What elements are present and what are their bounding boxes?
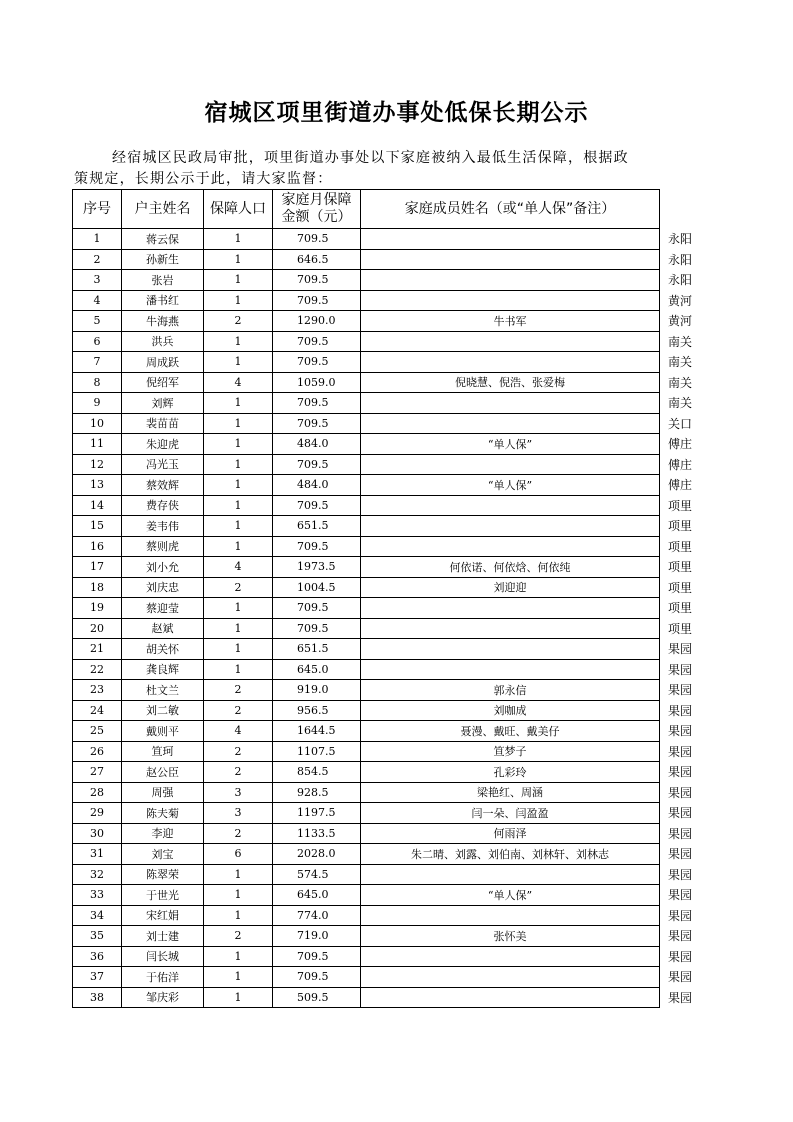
row-name-cell: 李迎	[122, 823, 204, 844]
row-amount-cell: 709.5	[273, 967, 361, 988]
row-count-cell: 1	[204, 516, 273, 537]
row-members-cell: 倪晓慧、倪浩、张爱梅	[361, 372, 660, 393]
row-members-cell: “单人保”	[361, 475, 660, 496]
row-count-cell: 3	[204, 803, 273, 824]
row-name-cell: 刘士建	[122, 926, 204, 947]
row-no-cell: 25	[73, 721, 122, 742]
table-row	[73, 229, 700, 250]
row-village-cell: 果园	[668, 990, 693, 1005]
row-village-cell: 果园	[668, 724, 693, 739]
row-name-cell: 笪珂	[122, 741, 204, 762]
row-amount-cell: 484.0	[273, 475, 361, 496]
row-village-cell: 果园	[668, 888, 693, 903]
row-amount-cell: 709.5	[273, 229, 361, 250]
row-members-cell	[361, 905, 660, 926]
row-amount-cell: 709.5	[273, 290, 361, 311]
table-row	[73, 536, 700, 557]
row-no-cell: 8	[73, 372, 122, 393]
table-row	[73, 967, 700, 988]
row-amount-cell: 709.5	[273, 536, 361, 557]
row-amount-cell: 774.0	[273, 905, 361, 926]
row-count-cell: 2	[204, 577, 273, 598]
row-no-cell: 26	[73, 741, 122, 762]
row-amount-cell: 709.5	[273, 598, 361, 619]
row-members-cell: 梁艳红、周涵	[361, 782, 660, 803]
table-row	[73, 454, 700, 475]
row-count-cell: 1	[204, 270, 273, 291]
row-members-cell	[361, 659, 660, 680]
row-no-cell: 23	[73, 680, 122, 701]
row-no-cell: 28	[73, 782, 122, 803]
row-name-cell: 裴苗苗	[122, 413, 204, 434]
row-village-cell: 果园	[668, 806, 693, 821]
row-count-cell: 2	[204, 311, 273, 332]
row-village-cell: 果园	[668, 642, 693, 657]
table-row	[73, 823, 700, 844]
row-count-cell: 1	[204, 393, 273, 414]
table-row	[73, 352, 700, 373]
row-amount-cell: 709.5	[273, 270, 361, 291]
row-count-cell: 1	[204, 454, 273, 475]
row-village-cell: 南关	[668, 396, 693, 411]
table-header-row	[73, 190, 700, 229]
row-village-cell: 南关	[668, 375, 693, 390]
row-count-cell: 1	[204, 967, 273, 988]
row-no-cell: 11	[73, 434, 122, 455]
row-no-cell: 21	[73, 639, 122, 660]
row-amount-cell: 919.0	[273, 680, 361, 701]
table-row	[73, 639, 700, 660]
row-count-cell: 4	[204, 557, 273, 578]
table-row	[73, 598, 700, 619]
row-count-cell: 2	[204, 741, 273, 762]
row-amount-cell: 1197.5	[273, 803, 361, 824]
row-village-cell: 果园	[668, 867, 693, 882]
row-village-cell: 永阳	[668, 273, 693, 288]
row-village-cell: 南关	[668, 355, 693, 370]
row-village-cell: 关口	[668, 416, 693, 431]
row-count-cell: 1	[204, 495, 273, 516]
row-amount-cell: 1973.5	[273, 557, 361, 578]
row-members-cell: 聂漫、戴旺、戴美仔	[361, 721, 660, 742]
row-no-cell: 37	[73, 967, 122, 988]
row-village-cell: 果园	[668, 847, 693, 862]
table-row	[73, 987, 700, 1008]
header-name: 户主姓名	[122, 190, 204, 229]
table-row	[73, 577, 700, 598]
row-no-cell: 13	[73, 475, 122, 496]
table-row	[73, 290, 700, 311]
row-members-cell	[361, 393, 660, 414]
row-no-cell: 9	[73, 393, 122, 414]
table-row	[73, 659, 700, 680]
table-row	[73, 762, 700, 783]
row-count-cell: 1	[204, 659, 273, 680]
row-village-cell: 项里	[668, 580, 693, 595]
table-row	[73, 475, 700, 496]
row-name-cell: 刘小允	[122, 557, 204, 578]
row-name-cell: 姜韦伟	[122, 516, 204, 537]
row-no-cell: 35	[73, 926, 122, 947]
row-no-cell: 16	[73, 536, 122, 557]
row-name-cell: 刘庆忠	[122, 577, 204, 598]
row-count-cell: 1	[204, 885, 273, 906]
table-body	[73, 229, 700, 1008]
row-name-cell: 赵公臣	[122, 762, 204, 783]
row-name-cell: 于世光	[122, 885, 204, 906]
row-amount-cell: 1644.5	[273, 721, 361, 742]
row-count-cell: 1	[204, 618, 273, 639]
row-name-cell: 杜文兰	[122, 680, 204, 701]
row-village-cell: 项里	[668, 519, 693, 534]
row-count-cell: 1	[204, 946, 273, 967]
row-name-cell: 周成跃	[122, 352, 204, 373]
row-count-cell: 4	[204, 372, 273, 393]
row-village-cell: 果园	[668, 662, 693, 677]
row-members-cell	[361, 864, 660, 885]
row-members-cell: 何雨泽	[361, 823, 660, 844]
row-amount-cell: 1290.0	[273, 311, 361, 332]
header-members: 家庭成员姓名（或“单人保”备注）	[361, 190, 660, 229]
row-count-cell: 1	[204, 536, 273, 557]
row-amount-cell: 651.5	[273, 516, 361, 537]
row-members-cell: “单人保”	[361, 434, 660, 455]
row-amount-cell: 709.5	[273, 393, 361, 414]
row-name-cell: 闫长城	[122, 946, 204, 967]
row-members-cell: 刘咖成	[361, 700, 660, 721]
row-no-cell: 5	[73, 311, 122, 332]
row-members-cell	[361, 270, 660, 291]
row-no-cell: 27	[73, 762, 122, 783]
row-name-cell: 潘书红	[122, 290, 204, 311]
row-name-cell: 冯光玉	[122, 454, 204, 475]
row-village-cell: 黄河	[668, 314, 693, 329]
row-no-cell: 31	[73, 844, 122, 865]
table-row	[73, 270, 700, 291]
row-village-cell: 傅庄	[668, 437, 693, 452]
row-no-cell: 3	[73, 270, 122, 291]
row-village-cell: 黄河	[668, 293, 693, 308]
row-members-cell: 牛书军	[361, 311, 660, 332]
table-row	[73, 372, 700, 393]
row-village-cell: 果园	[668, 970, 693, 985]
row-members-cell	[361, 598, 660, 619]
row-no-cell: 20	[73, 618, 122, 639]
row-members-cell: 闫一朵、闫盈盈	[361, 803, 660, 824]
row-members-cell	[361, 618, 660, 639]
row-count-cell: 4	[204, 721, 273, 742]
row-name-cell: 蒋云保	[122, 229, 204, 250]
row-no-cell: 38	[73, 987, 122, 1008]
table-row	[73, 926, 700, 947]
row-no-cell: 12	[73, 454, 122, 475]
row-village-cell: 果园	[668, 785, 693, 800]
row-no-cell: 6	[73, 331, 122, 352]
row-name-cell: 龚良辉	[122, 659, 204, 680]
row-no-cell: 10	[73, 413, 122, 434]
table-row	[73, 413, 700, 434]
row-members-cell: 张怀美	[361, 926, 660, 947]
row-count-cell: 3	[204, 782, 273, 803]
row-no-cell: 14	[73, 495, 122, 516]
row-members-cell: 何依诺、何依焓、何依纯	[361, 557, 660, 578]
table-row	[73, 905, 700, 926]
row-members-cell: 孔彩玲	[361, 762, 660, 783]
row-village-cell: 项里	[668, 560, 693, 575]
row-village-cell: 果园	[668, 703, 693, 718]
row-count-cell: 1	[204, 229, 273, 250]
row-amount-cell: 709.5	[273, 946, 361, 967]
row-village-cell: 项里	[668, 539, 693, 554]
row-name-cell: 蔡则虎	[122, 536, 204, 557]
row-amount-cell: 1133.5	[273, 823, 361, 844]
row-count-cell: 2	[204, 926, 273, 947]
row-no-cell: 30	[73, 823, 122, 844]
row-no-cell: 19	[73, 598, 122, 619]
table-row	[73, 434, 700, 455]
row-no-cell: 24	[73, 700, 122, 721]
row-name-cell: 邹庆彩	[122, 987, 204, 1008]
row-amount-cell: 719.0	[273, 926, 361, 947]
table-row	[73, 249, 700, 270]
table-row	[73, 393, 700, 414]
row-amount-cell: 651.5	[273, 639, 361, 660]
table-row	[73, 680, 700, 701]
table-row	[73, 331, 700, 352]
row-amount-cell: 956.5	[273, 700, 361, 721]
row-village-cell: 果园	[668, 908, 693, 923]
row-members-cell	[361, 495, 660, 516]
row-members-cell: “单人保”	[361, 885, 660, 906]
row-members-cell	[361, 454, 660, 475]
table-row	[73, 885, 700, 906]
row-name-cell: 周强	[122, 782, 204, 803]
row-count-cell: 1	[204, 598, 273, 619]
table-row	[73, 741, 700, 762]
row-no-cell: 22	[73, 659, 122, 680]
header-no: 序号	[73, 190, 122, 229]
row-members-cell: 朱二晴、刘露、刘伯南、刘林轩、刘林志	[361, 844, 660, 865]
row-amount-cell: 709.5	[273, 413, 361, 434]
table-row	[73, 557, 700, 578]
row-name-cell: 牛海燕	[122, 311, 204, 332]
assistance-table	[72, 189, 700, 1008]
row-amount-cell: 709.5	[273, 352, 361, 373]
table-row	[73, 516, 700, 537]
row-name-cell: 倪绍军	[122, 372, 204, 393]
row-count-cell: 1	[204, 475, 273, 496]
row-name-cell: 孙新生	[122, 249, 204, 270]
row-members-cell	[361, 413, 660, 434]
page-title: 宿城区项里街道办事处低保长期公示	[204, 100, 589, 126]
row-amount-cell: 2028.0	[273, 844, 361, 865]
table-row	[73, 864, 700, 885]
row-village-cell: 项里	[668, 498, 693, 513]
row-amount-cell: 646.5	[273, 249, 361, 270]
row-no-cell: 32	[73, 864, 122, 885]
row-village-cell: 永阳	[668, 232, 693, 247]
table-row	[73, 782, 700, 803]
row-name-cell: 陈翠荣	[122, 864, 204, 885]
row-count-cell: 1	[204, 905, 273, 926]
table-row	[73, 946, 700, 967]
row-amount-cell: 928.5	[273, 782, 361, 803]
row-count-cell: 1	[204, 249, 273, 270]
table-row	[73, 844, 700, 865]
row-name-cell: 洪兵	[122, 331, 204, 352]
table-row	[73, 803, 700, 824]
row-members-cell	[361, 229, 660, 250]
intro-paragraph	[74, 148, 684, 190]
row-name-cell: 张岩	[122, 270, 204, 291]
row-count-cell: 2	[204, 762, 273, 783]
row-name-cell: 赵斌	[122, 618, 204, 639]
row-amount-cell: 484.0	[273, 434, 361, 455]
row-name-cell: 费存侠	[122, 495, 204, 516]
row-amount-cell: 854.5	[273, 762, 361, 783]
row-count-cell: 1	[204, 290, 273, 311]
row-name-cell: 宋红娟	[122, 905, 204, 926]
row-members-cell	[361, 249, 660, 270]
row-members-cell	[361, 352, 660, 373]
row-members-cell: 笪梦子	[361, 741, 660, 762]
row-count-cell: 1	[204, 352, 273, 373]
row-village-cell: 果园	[668, 929, 693, 944]
row-village-cell: 项里	[668, 601, 693, 616]
row-no-cell: 33	[73, 885, 122, 906]
row-amount-cell: 509.5	[273, 987, 361, 1008]
row-members-cell	[361, 987, 660, 1008]
row-village-cell: 果园	[668, 949, 693, 964]
row-amount-cell: 709.5	[273, 454, 361, 475]
row-name-cell: 于佑洋	[122, 967, 204, 988]
row-members-cell	[361, 967, 660, 988]
row-village-cell: 南关	[668, 334, 693, 349]
row-name-cell: 朱迎虎	[122, 434, 204, 455]
row-amount-cell: 709.5	[273, 495, 361, 516]
row-no-cell: 15	[73, 516, 122, 537]
row-no-cell: 4	[73, 290, 122, 311]
row-count-cell: 1	[204, 987, 273, 1008]
row-name-cell: 陈夫菊	[122, 803, 204, 824]
row-village-cell: 果园	[668, 683, 693, 698]
intro-line-1: 经宿城区民政局审批，项里街道办事处以下家庭被纳入最低生活保障，根据政	[112, 150, 629, 166]
row-members-cell	[361, 331, 660, 352]
row-amount-cell: 709.5	[273, 618, 361, 639]
row-village-cell: 项里	[668, 621, 693, 636]
row-count-cell: 1	[204, 639, 273, 660]
row-amount-cell: 1004.5	[273, 577, 361, 598]
row-members-cell: 郭永信	[361, 680, 660, 701]
row-no-cell: 17	[73, 557, 122, 578]
row-name-cell: 戴则平	[122, 721, 204, 742]
row-village-cell: 永阳	[668, 252, 693, 267]
row-name-cell: 蔡迎莹	[122, 598, 204, 619]
row-members-cell	[361, 516, 660, 537]
table-row	[73, 495, 700, 516]
row-no-cell: 18	[73, 577, 122, 598]
row-members-cell	[361, 946, 660, 967]
row-members-cell	[361, 639, 660, 660]
table-row	[73, 311, 700, 332]
header-amount-label: 家庭月保障金额（元）	[281, 192, 352, 225]
row-name-cell: 胡关怀	[122, 639, 204, 660]
row-name-cell: 刘二敏	[122, 700, 204, 721]
row-members-cell	[361, 290, 660, 311]
header-village-blank	[660, 190, 700, 229]
row-amount-cell: 645.0	[273, 885, 361, 906]
row-count-cell: 1	[204, 434, 273, 455]
row-name-cell: 刘辉	[122, 393, 204, 414]
row-count-cell: 6	[204, 844, 273, 865]
row-no-cell: 29	[73, 803, 122, 824]
row-no-cell: 7	[73, 352, 122, 373]
row-amount-cell: 1107.5	[273, 741, 361, 762]
row-no-cell: 1	[73, 229, 122, 250]
row-village-cell: 傅庄	[668, 457, 693, 472]
row-no-cell: 36	[73, 946, 122, 967]
row-village-cell: 果园	[668, 765, 693, 780]
table-row	[73, 618, 700, 639]
row-members-cell	[361, 536, 660, 557]
table-row	[73, 700, 700, 721]
row-members-cell: 刘迎迎	[361, 577, 660, 598]
row-amount-cell: 645.0	[273, 659, 361, 680]
row-amount-cell: 574.5	[273, 864, 361, 885]
row-count-cell: 2	[204, 700, 273, 721]
row-amount-cell: 709.5	[273, 331, 361, 352]
row-amount-cell: 1059.0	[273, 372, 361, 393]
row-no-cell: 2	[73, 249, 122, 270]
header-amount	[273, 190, 361, 229]
row-count-cell: 1	[204, 331, 273, 352]
row-count-cell: 2	[204, 823, 273, 844]
row-village-cell: 傅庄	[668, 478, 693, 493]
row-count-cell: 2	[204, 680, 273, 701]
row-name-cell: 刘宝	[122, 844, 204, 865]
row-count-cell: 1	[204, 413, 273, 434]
row-village-cell: 果园	[668, 826, 693, 841]
header-count: 保障人口	[204, 190, 273, 229]
intro-line-2: 策规定，长期公示于此，请大家监督：	[74, 171, 333, 187]
row-no-cell: 34	[73, 905, 122, 926]
table-row	[73, 721, 700, 742]
row-name-cell: 蔡效辉	[122, 475, 204, 496]
row-village-cell: 果园	[668, 744, 693, 759]
row-count-cell: 1	[204, 864, 273, 885]
